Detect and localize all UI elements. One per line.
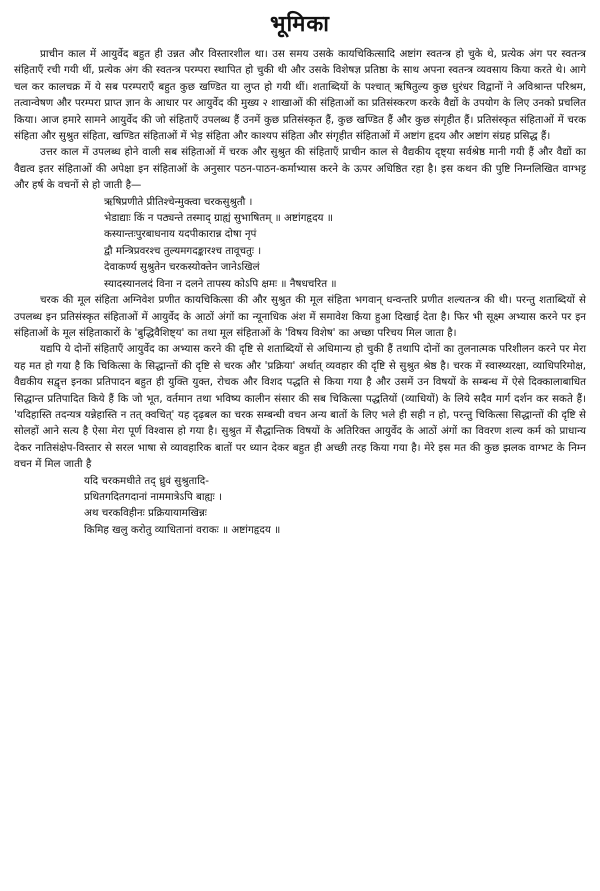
verse-line: अथ चरकविहीनः प्रक्रियायामखिन्नः bbox=[84, 507, 207, 520]
verse-line: देवाकर्ण्य सुश्रुतेन चरकस्योक्तेन जानेऽखिलं bbox=[104, 261, 260, 274]
verse-line: किमिह खलु करोतु व्याधितानां वराकः ॥ अष्टांगहृदय ॥ bbox=[84, 523, 281, 536]
verse-line: यदि चरकमधीते तद् ध्रुवं सुश्रुतादि- bbox=[84, 474, 209, 487]
verse-line: द्वौ मन्त्रिप्रवरश्च तुल्यमगदङ्कारश्च तावूचतुः । bbox=[104, 244, 262, 257]
paragraph-2: उत्तर काल में उपलब्ध होने वाली सब संहिताओं में चरक और सुश्रुत की संहिताएँ प्राचीन काल से वैद्यकीय दृष्ट्या सर्वश्रेष्ठ मानी गयी हैं और वैद्यों का वैद्यत्व इतर संहिताओं की अपेक्षा इन संहिताओं के अनुसार पठन-पाठन-कर्माभ्यास करने के ऊपर अधिष्ठित रहा है। इस कथन की पुष्टि निम्नलिखित वाग्भट्ट और हर्ष के वचनों से हो जाती है— bbox=[14, 146, 586, 192]
paragraph-1: प्राचीन काल में आयुर्वेद बहुत ही उन्नत और विस्तारशील था। उस समय उसके कायचिकित्सादि अष्टांग स्वतन्त्र हो चुके थे, प्रत्येक अंग पर स्वतन्त्र संहिताएँ रची गयी थीं, प्रत्येक अंग की स्वतन्त्र परम्परा स्थापित हो चुकी थी और उसके विशेषज्ञ प्रतिष्ठा के साथ अपना स्वतन्त्र व्यवसाय किया करते थे। आगे चल कर कालचक्र में ये सब परम्पराएँ बहुत कुछ खण्डित या लुप्त हो गयी थीं। शताब्दियों के पश्चात् ऋषितुल्य कुछ धुरंधर विद्वानों ने अविश्रान्त परिश्रम, तत्वान्वेषण और परम्परा प्राप्त ज्ञान के आधार पर आयुर्वेद की मुख्य २ शाखाओं की संहिताओं का प्रतिसंस्करण करके वैद्यों के उपयोग के लिए उनको प्रचलित किया। आज हमारे सामने आयुर्वेद की जो संहिताएँ उपलब्ध हैं उनमें कुछ प्रतिसंस्कृत हैं, कुछ खण्डित हैं और कुछ संगृहीत हैं। प्रतिसंस्कृत संहिताओं में चरक संहिता और सुश्रुत संहिता, खण्डित संहिताओं में भेड़ संहिता और काश्यप संहिता और संगृहीत संहिताओं में अष्टांग हृदय और अष्टांग संग्रह प्रसिद्ध हैं। bbox=[14, 48, 586, 143]
verse-line: ऋषिप्रणीते प्रीतिश्चेन्मुक्त्वा चरकसुश्रुतौ । bbox=[104, 195, 253, 208]
verse-line: कस्यान्तःपुरबाधनाय यदपीकारान्न दोषा नृपं bbox=[104, 228, 257, 241]
verse-block-1 bbox=[14, 194, 586, 292]
verse-line: प्रथितगदितगदानां नाममात्रेऽपि बाह्यः । bbox=[84, 490, 222, 503]
verse-block-2 bbox=[14, 473, 586, 539]
page-title: भूमिका bbox=[270, 12, 330, 37]
paragraph-3: चरक की मूल संहिता अग्निवेश प्रणीत कायचिकित्सा की और सुश्रुत की मूल संहिता भगवान् धन्वन्तरि प्रणीत शल्यतन्त्र की थी। परन्तु शताब्दियों से उपलब्ध इन प्रतिसंस्कृत संहिताओं में आयुर्वेद के आठों अंगों का न्यूनाधिक अंश में समावेश किया हुआ दिखाई देता है। फिर भी सूक्ष्म अभ्यास करने पर इन संहिताओं के मूल संहिताकारों के 'बुद्धिवैशिष्ट्य' का तथा मूल संहिताओं के 'विषय विशेष' का अच्छा परिचय मिल जाता है। bbox=[14, 294, 586, 339]
verse-line: भेडाद्याः किं न पठ्यन्ते तस्माद् ग्राह्यं सुभाषितम् ॥ अष्टांगहृदय ॥ bbox=[104, 212, 333, 225]
paragraph-4: यद्यपि ये दोनों संहिताएँ आयुर्वेद का अभ्यास करने की दृष्टि से शताब्दियों से अधिमान्य हो चुकी हैं तथापि दोनों का तुलनात्मक परिशीलन करने पर मेरा यह मत हो गया है कि चिकित्सा के सिद्धान्तों की दृष्टि से चरक और 'प्रक्रिया' अर्थात् व्यवहार की दृष्टि से सुश्रुत श्रेष्ठ है। चरक में स्वास्थ्यरक्षा, व्याधिपरिमोक्ष, वैद्यकीय सद्वृत्त इनका प्रतिपादन बहुत ही युक्ति युक्त, रोचक और विशद पद्धति से किया गया है और उसमें उन विषयों के सम्बन्ध में ऐसे दिक्कालाबाधित सिद्धान्त प्रतिपादित किये हैं कि जो भूत, वर्तमान तथा भविष्य कालीन संसार की सब चिकित्सा पद्धतियों (व्याधियों) के लिये सदैव मार्ग दर्शन कर सकते हैं। 'यदिहास्ति तदन्यत्र यन्नेहास्ति न तत् क्वचित्' यह दृढ़बल का चरक सम्बन्धी वचन अन्य बातों के लिए भले ही सही न हो, परन्तु चिकित्सा सिद्धान्तों की दृष्टि से सोलहों आने सत्य है ऐसा मेरा पूर्ण विश्वास हो गया है। सुश्रुत में सैद्धान्तिक विषयों के अतिरिक्त आयुर्वेद के आठों अंगों का विवरण शल्य कर्म को प्राधान्य देकर नातिसंक्षेप-विस्तार से सरल भाषा से व्यावहारिक बातों पर ध्यान देकर बहुत ही अच्छी तरह किया गया है। मेरे इस मत की कुछ झलक वाग्भट के निम्न वचन में मिल जाती है bbox=[14, 343, 586, 471]
verse-line: स्यादस्यानलदं विना न दलने तापस्य कोऽपि क्षमः ॥ नैषधचरित ॥ bbox=[104, 277, 337, 290]
